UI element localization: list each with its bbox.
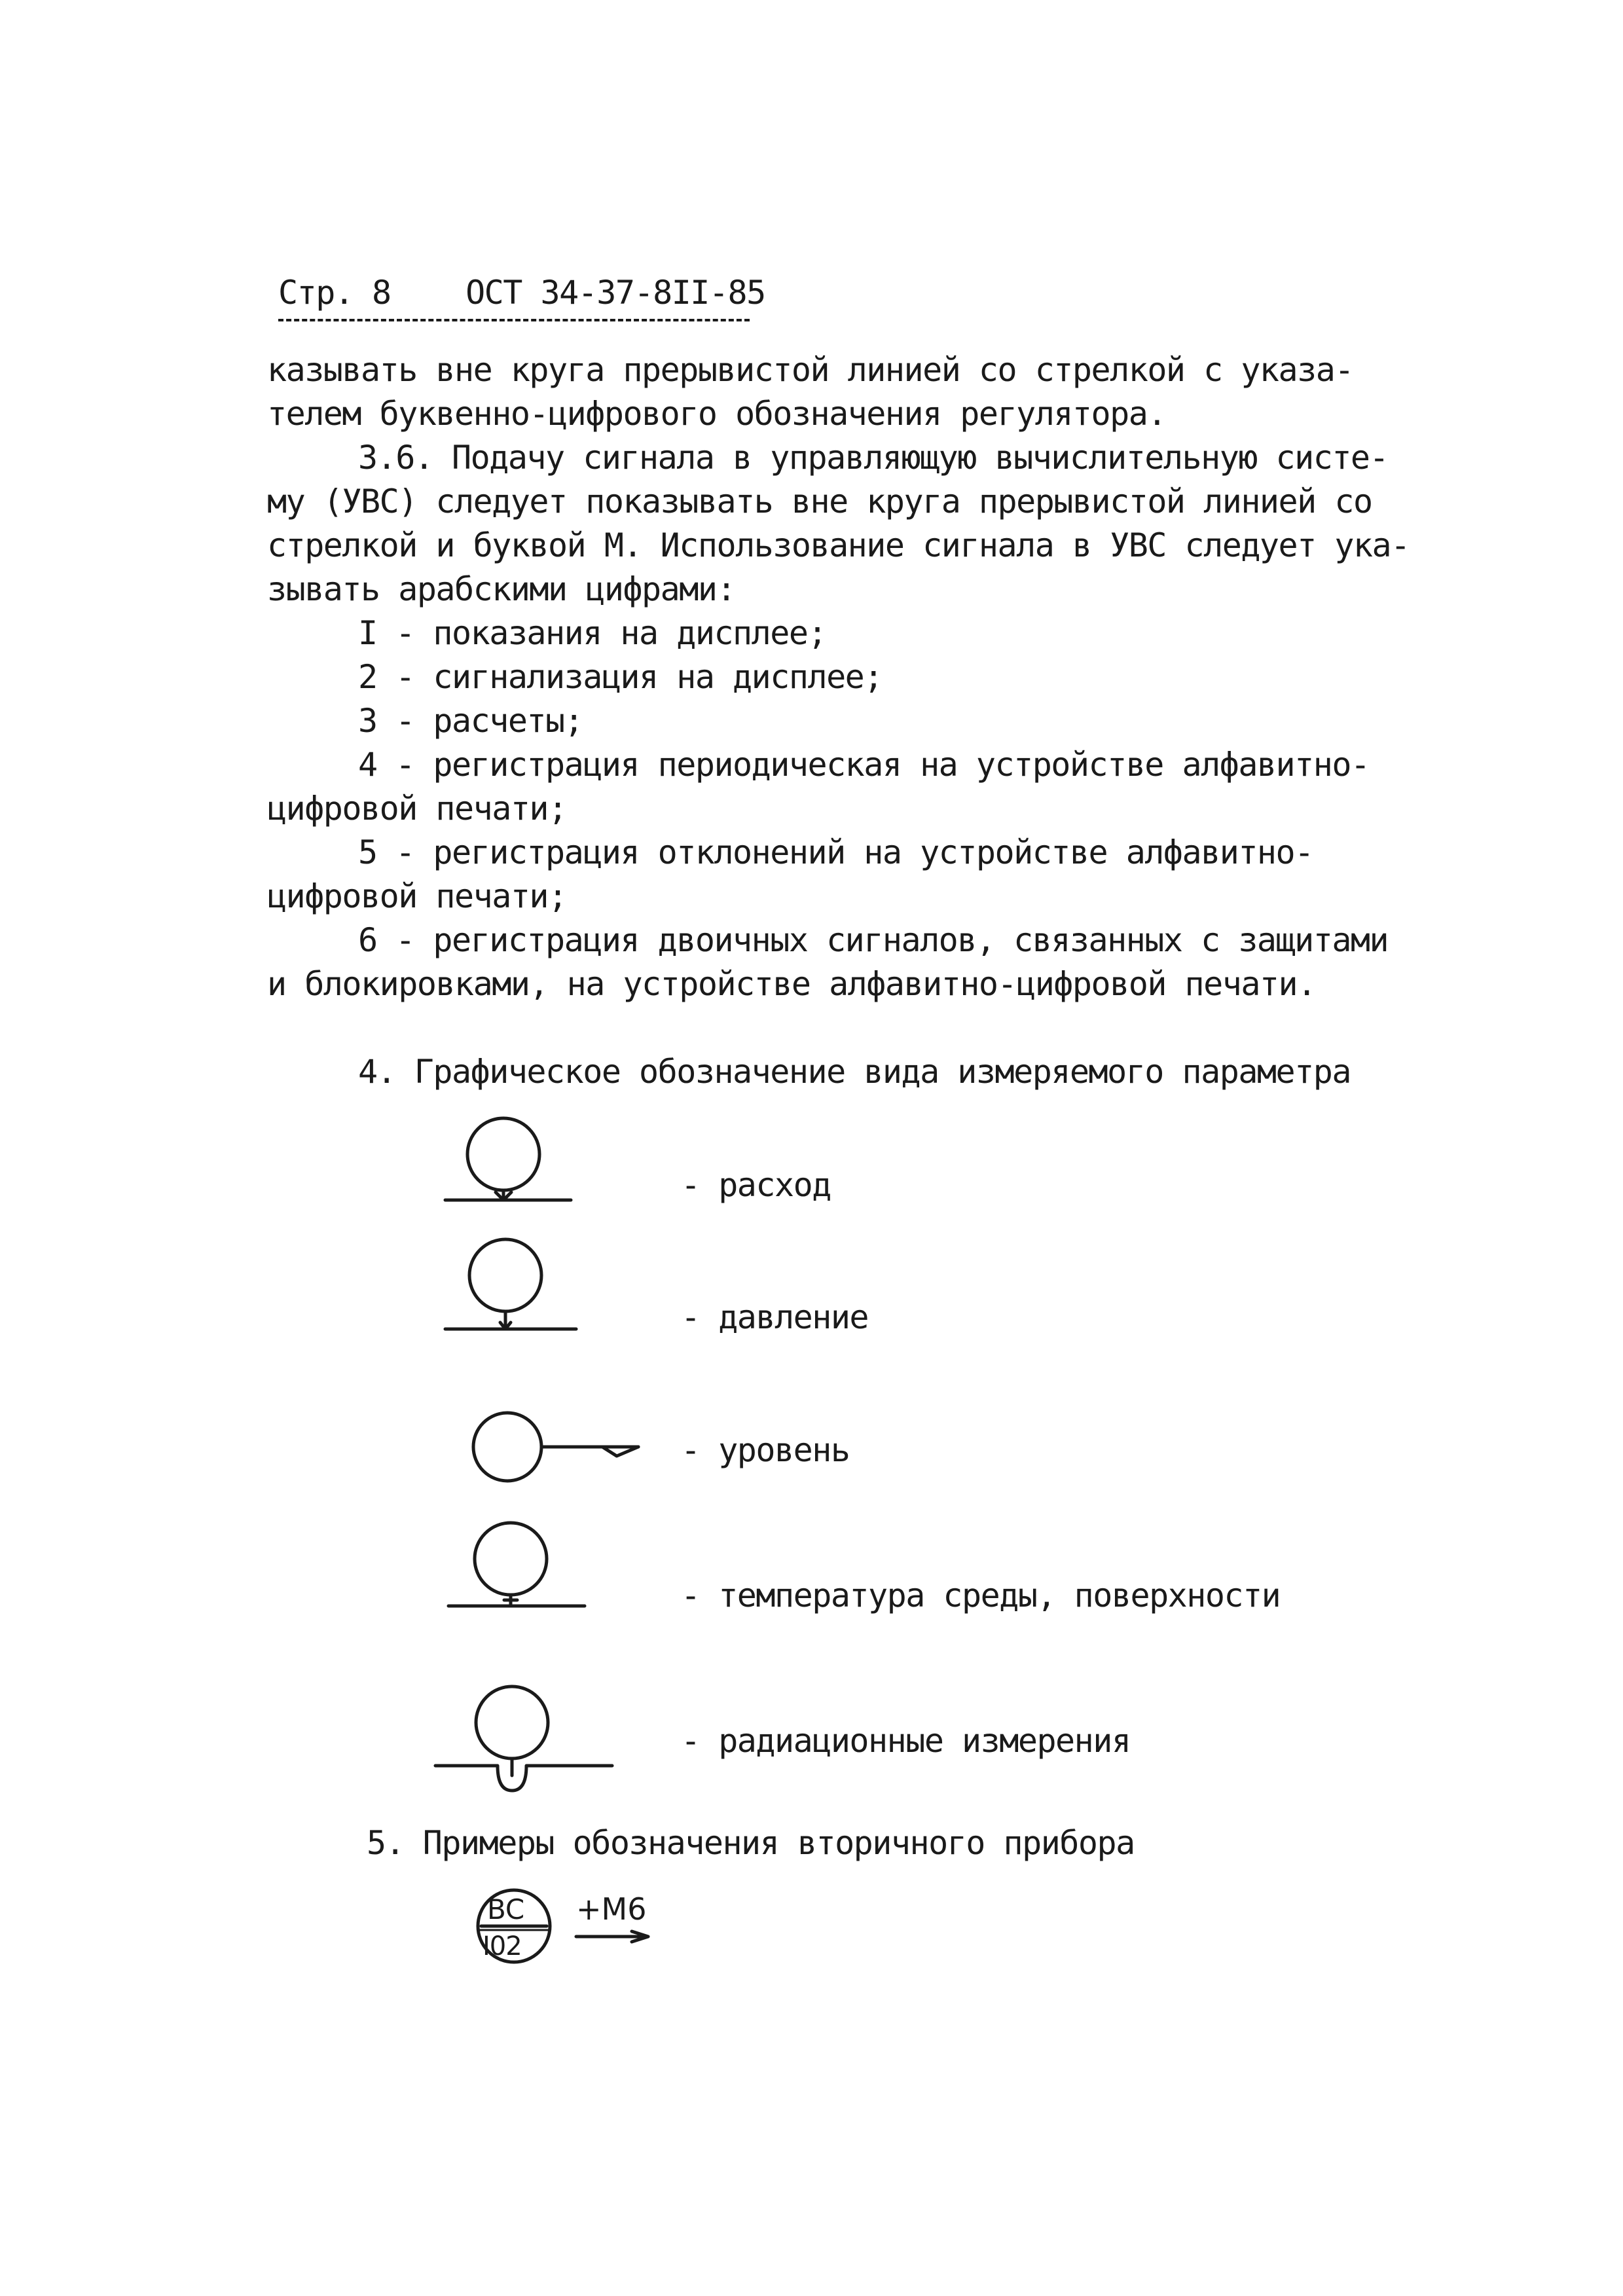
standard-number: ОСТ 34-37-8II-85 xyxy=(465,274,765,312)
list-item: 3 - расчеты; xyxy=(358,702,583,740)
device-bottom-label: I02 xyxy=(483,1931,522,1961)
body-line: стрелкой и буквой М. Использование сигнала в УВС следует ука- xyxy=(267,526,1410,564)
body-line: казывать вне круга прерывистой линией со стрелкой с указа- xyxy=(267,351,1353,389)
body-line: и блокировками, на устройстве алфавитно-цифровой печати. xyxy=(267,965,1316,1003)
page-number: Стр. 8 xyxy=(278,274,391,312)
list-item: 5 - регистрация отклонений на устройстве алфавитно- xyxy=(358,833,1313,871)
temperature-label: - температура среды, поверхности xyxy=(681,1576,1281,1614)
section-4-title: 4. Графическое обозначение вида измеряемого параметра xyxy=(358,1053,1351,1091)
pressure-label: - давление xyxy=(681,1298,869,1336)
body-line: цифровой печати; xyxy=(267,790,567,828)
body-line: 3.6. Подачу сигнала в управляющую вычислительную систе- xyxy=(358,439,1389,477)
device-top-label: ВС xyxy=(487,1893,524,1925)
body-line: му (УВС) следует показывать вне круга прерывистой линией со xyxy=(267,483,1372,520)
flow-label: - расход xyxy=(681,1166,831,1204)
radiation-label: - радиационные измерения xyxy=(681,1722,1131,1760)
body-line: телем буквенно-цифрового обозначения регулятора. xyxy=(267,395,1166,433)
level-label: - уровень xyxy=(681,1431,850,1469)
list-item: I - показания на дисплее; xyxy=(358,614,827,652)
body-line: цифровой печати; xyxy=(267,877,567,915)
device-annotation: +М6 xyxy=(576,1891,647,1927)
list-item: 6 - регистрация двоичных сигналов, связанных с защитами xyxy=(358,921,1389,959)
list-item: 4 - регистрация периодическая на устройстве алфавитно- xyxy=(358,746,1370,784)
body-line: зывать арабскими цифрами: xyxy=(267,570,736,608)
section-5-title: 5. Примеры обозначения вторичного прибора xyxy=(367,1824,1135,1862)
list-item: 2 - сигнализация на дисплее; xyxy=(358,658,883,696)
